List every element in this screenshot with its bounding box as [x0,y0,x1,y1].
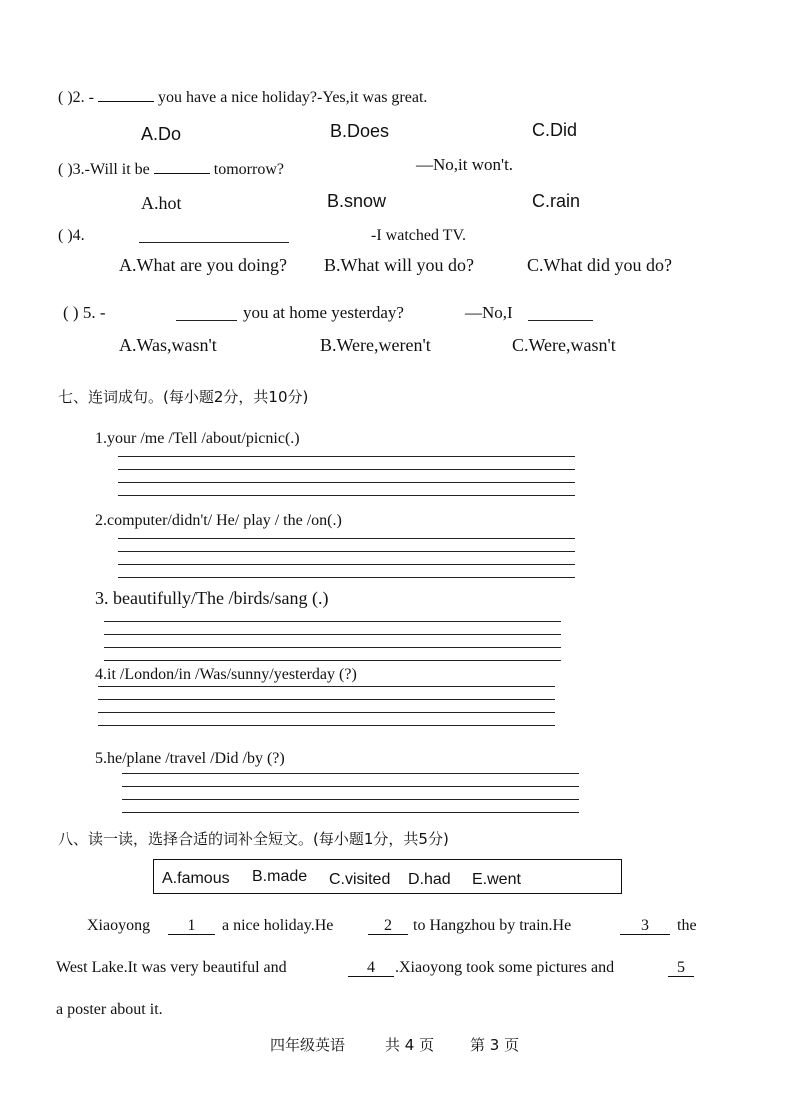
passage-blank-5[interactable] [668,959,694,977]
section8-title: 八、读一读，选择合适的词补全短文。(每小题1分，共5分) [58,830,449,848]
q4-stem [58,227,85,245]
q5-stem [63,303,105,323]
q4-blank[interactable] [139,242,289,243]
q5-text: you at home yesterday? [243,303,404,322]
q2-stem [58,87,427,107]
passage-word-xiaoyong: Xiaoyong [87,917,151,934]
q3-option-b: B.snow [327,191,387,211]
q2-blank[interactable] [98,87,154,102]
footer-page-number: 第 3 页 [470,1036,520,1054]
s7-line-5d[interactable] [122,812,579,813]
q3-paren: ( )3.-Will it be [58,161,150,178]
blank-number-4: 4 [367,959,375,976]
section7-title: 七、连词成句。(每小题2分，共10分) [58,388,309,406]
q2-option-c: C.Did [532,120,578,140]
s7-line-5a[interactable] [122,773,579,774]
word-option-a: A.famous [162,870,230,887]
s7-line-1d[interactable] [118,495,575,496]
s7-line-2a[interactable] [118,538,575,539]
q3-option-c: C.rain [532,191,581,211]
word-option-b: B.made [252,868,308,885]
s7-line-4b[interactable] [98,699,555,700]
word-option-c: C.visited [329,871,391,888]
q2-option-a: A.Do [141,124,182,144]
footer-subject: 四年级英语 [270,1036,346,1054]
s7-line-4d[interactable] [98,725,555,726]
q4-option-b: B.What will you do? [324,255,474,275]
s7-line-3d[interactable] [104,660,561,661]
passage-text-2b: .Xiaoyong took some pictures and [395,959,615,976]
q2-dash: - [88,89,94,106]
blank-number-2: 2 [384,917,392,934]
passage-text-3: a poster about it. [56,1001,163,1018]
passage-text-1c: the [677,917,697,934]
blank-number-1: 1 [187,917,196,934]
q5-option-b: B.Were,weren't [320,335,431,355]
passage-blank-4[interactable] [348,959,394,977]
q5-paren: ( ) 5. - [63,303,106,322]
blank-number-5: 5 [677,959,685,976]
blank-number-3: 3 [641,917,649,934]
q5-option-a: A.Was,wasn't [119,335,217,355]
q4-paren: ( )4. [58,227,85,244]
q3-option-a: A.hot [141,193,182,213]
q5-option-c: C.Were,wasn't [512,335,616,355]
passage-text-1b: to Hangzhou by train.He [413,917,572,934]
word-option-d: D.had [408,871,451,888]
s7-line-4a[interactable] [98,686,555,687]
s7-line-5c[interactable] [122,799,579,800]
word-option-e: E.went [472,871,521,888]
s7-item-1: 1.your /me /Tell /about/picnic(.) [95,430,300,447]
s7-line-1b[interactable] [118,469,575,470]
q2-paren: ( )2. [58,89,85,106]
s7-line-1a[interactable] [118,456,575,457]
s7-line-4c[interactable] [98,712,555,713]
s7-item-3: 3. beautifully/The /birds/sang (.) [95,588,329,608]
passage-blank-1[interactable] [168,917,215,935]
q3-text: tomorrow? [213,161,284,178]
s7-line-3b[interactable] [104,634,561,635]
q3-blank[interactable] [154,159,210,174]
passage-text-1a: a nice holiday.He [222,917,334,934]
passage-blank-2[interactable] [368,917,408,935]
s7-line-5b[interactable] [122,786,579,787]
q5-blank-2[interactable] [528,320,593,321]
q4-reply: -I watched TV. [371,227,466,244]
q3-stem [58,159,284,179]
q5-blank-1[interactable] [176,320,237,321]
q2-text: you have a nice holiday?-Yes,it was great. [157,89,428,106]
q5-reply: —No,I [465,303,513,322]
passage-blank-3[interactable] [620,917,670,935]
passage-text-2a: West Lake.It was very beautiful and [56,959,287,976]
s7-line-1c[interactable] [118,482,575,483]
q2-option-b: B.Does [330,121,390,141]
s7-line-2b[interactable] [118,551,575,552]
s7-line-3c[interactable] [104,647,561,648]
q4-option-a: A.What are you doing? [119,255,287,275]
s7-line-2c[interactable] [118,564,575,565]
s7-item-4: 4.it /London/in /Was/sunny/yesterday (?) [95,666,357,683]
s7-line-2d[interactable] [118,577,575,578]
q4-option-c: C.What did you do? [527,255,672,275]
footer-total-pages: 共 4 页 [385,1036,435,1054]
q3-reply: —No,it won't. [416,155,514,174]
s7-line-3a[interactable] [104,621,561,622]
s7-item-2: 2.computer/didn't/ He/ play / the /on(.) [95,512,342,529]
s7-item-5: 5.he/plane /travel /Did /by (?) [95,750,285,767]
